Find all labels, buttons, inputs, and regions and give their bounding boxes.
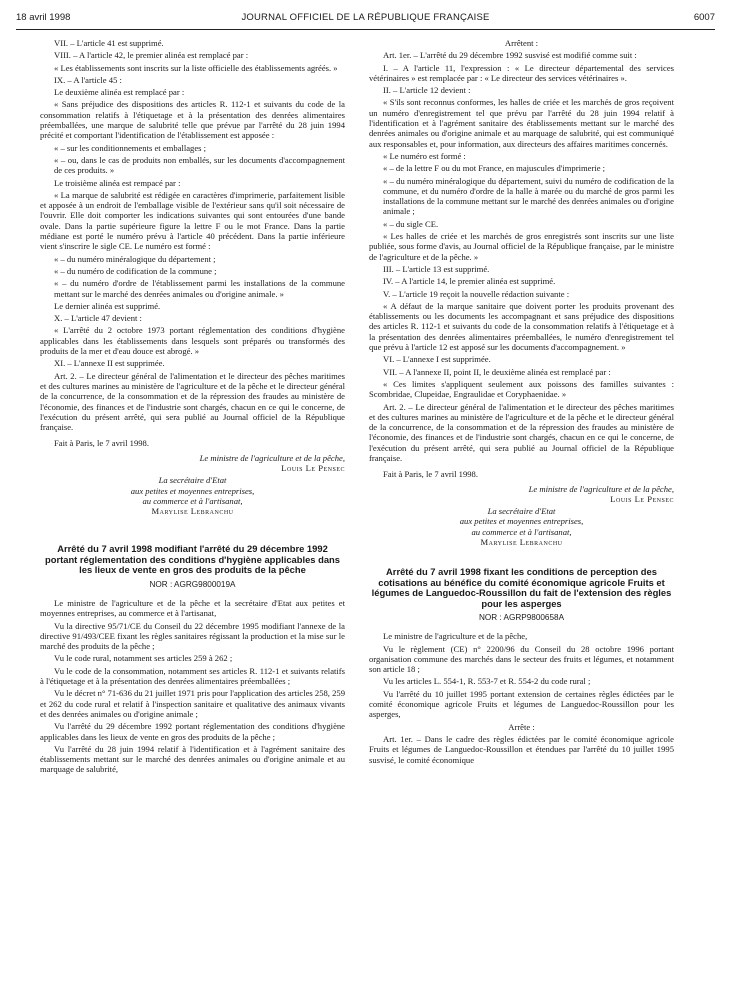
right-column bbox=[369, 38, 674, 767]
article-paragraph: Art. 1er. – Dans le cadre des règles édictées par le comité économique agricole Fruits et légumes de Languedoc-Roussillon et étendues par l'arrêté du 10 juillet 1995 susvisé, le comité économique bbox=[369, 733, 674, 765]
fait-a-paris: Fait à Paris, le 7 avril 1998. bbox=[54, 438, 149, 449]
paragraph: « Le numéro est formé : bbox=[383, 150, 466, 161]
signatory-title: Le ministre de l'agriculture et de la pêche, bbox=[528, 483, 674, 494]
paragraph: III. – L'article 13 est supprimé. bbox=[383, 263, 490, 274]
paragraph: I. – A l'article 11, l'expression : « Le directeur départemental des services vétérinaires » est remplacée par : « Le directeur des services vétérinaires ». bbox=[369, 62, 674, 83]
paragraph: « S'ils sont reconnus conformes, les halles de criée et les marchés de gros reçoivent un numéro d'enregistrement tel que prévu par l'arrêté du 28 juin 1994 relatif à l'identification et à l'agrément sanitaire des établissements mettant sur le marché des denrées animales ou d'origine animale et au marquage de salubrité, qui est communiqué aux responsables et, pour information, aux directeurs des affaires maritimes concernés. bbox=[369, 97, 674, 149]
header-rule bbox=[16, 29, 715, 30]
left-column bbox=[40, 38, 345, 777]
paragraph: VI. – L'annexe I est supprimée. bbox=[383, 354, 491, 365]
paragraph: « Les établissements sont inscrits sur la liste officielle des établissements agréés. » bbox=[54, 62, 338, 73]
dash-item: « – sur les conditionnements et emballages ; bbox=[54, 142, 207, 153]
paragraph: Vu le règlement (CE) n° 2200/96 du Conseil du 28 octobre 1996 portant organisation commune des marchés dans le secteur des fruits et légumes, et notamment son article 18 ; bbox=[369, 643, 674, 675]
paragraph: « Sans préjudice des dispositions des articles R. 112-1 et suivants du code de la consommation relatifs à l'étiquetage et à la présentation des denrées alimentaires préemballées, une marque de salubrité telle que prévue par l'arrêté du 28 juin 1994 précité et comportant l'identification de l'établissement est apposée : bbox=[40, 99, 345, 141]
paragraph: Vu le code de la consommation, notamment ses articles R. 112-1 et suivants relatifs à l'étiquetage et à la présentation des denrées alimentaires préemballées ; bbox=[40, 665, 345, 687]
dash-item: « – du numéro de codification de la commune ; bbox=[54, 265, 217, 276]
paragraph: « La marque de salubrité est rédigée en caractères d'imprimerie, parfaitement lisible et apposée à un endroit de l'emballage visible de l'extérieur sans qu'il soit nécessaire de l'ouvrir. Elle doit comporter les indications suivantes qui sont entourées d'une bande ovale. Dans la partie supérieure figure la lettre F ou le mot France. Dans la partie médiane est porté le numéro prévu à l'article 40 précédent. Dans la partie inférieure vient s'inscrire le sigle CE. Le numéro est formé : bbox=[40, 189, 345, 252]
paragraph: Vu les articles L. 554-1, R. 553-7 et R. 554-2 du code rural ; bbox=[383, 676, 591, 687]
article-paragraph: Art. 1er. – L'arrêté du 29 décembre 1992 susvisé est modifié comme suit : bbox=[383, 50, 637, 61]
paragraph: Vu le décret n° 71-636 du 21 juillet 1971 pris pour l'application des articles 258, 259 et 262 du code rural et relatif à l'inspection sanitaire et qualitative des animaux vivants et des denrées animales ou d'origine animale ; bbox=[40, 688, 345, 719]
paragraph: IV. – A l'article 14, le premier alinéa est supprimé. bbox=[383, 276, 556, 287]
signatory-name: Louis Le Pensec bbox=[610, 493, 674, 504]
signatory-title: La secrétaire d'Etat bbox=[158, 475, 227, 486]
issue-date: 18 avril 1998 bbox=[16, 12, 71, 23]
signatory-title: au commerce et à l'artisanat, bbox=[471, 526, 572, 537]
page-number: 6007 bbox=[693, 12, 715, 23]
article-paragraph: Art. 2. – Le directeur général de l'alimentation et le directeur des pêches maritimes et des cultures marines au ministère de l'agriculture et de la pêche et le directeur général de la concurrence, de la consommation et de la répression des fraudes au ministère de l'économie, des finances et de l'industrie sont chargés, chacun en ce qui le concerne, de l'exécution du présent arrêté, qui sera publié au Journal officiel de la République française. bbox=[369, 401, 674, 463]
section-gap bbox=[369, 549, 674, 567]
fait-a-paris: Fait à Paris, le 7 avril 1998. bbox=[383, 469, 478, 480]
dash-item: « – de la lettre F ou du mot France, en majuscules d'imprimerie ; bbox=[383, 163, 606, 174]
paragraph: Vu l'arrêté du 29 décembre 1992 portant réglementation des conditions d'hygiène applicables dans les lieux de vente en gros des produits de la pêche ; bbox=[40, 721, 345, 742]
paragraph: « A défaut de la marque sanitaire que doivent porter les produits provenant des établissements ou les documents les accompagnant et sans préjudice des dispositions des articles R. 112-1 et suivants du code de la consommation relatifs à l'étiquetage et à la présentation des denrées alimentaires préemballées, le numéro d'enregistrement tel que prévu à l'article 12 est apposé sur les documents d'accompagnement. » bbox=[369, 300, 674, 353]
arretent: Arrêtent : bbox=[504, 38, 539, 48]
paragraph: VIII. – A l'article 42, le premier alinéa est remplacé par : bbox=[54, 50, 249, 61]
paragraph: II. – L'article 12 devient : bbox=[383, 85, 471, 96]
paragraph: Le deuxième alinéa est remplacé par : bbox=[54, 87, 185, 98]
paragraph: « Les halles de criée et les marchés de gros enregistrés sont inscrits sur une liste publiée, sous forme d'avis, au Journal officiel de la République française, par le ministre de l'agriculture et de la pêche. » bbox=[369, 231, 674, 262]
paragraph: « Ces limites s'appliquent seulement aux poissons des familles suivantes : Scombridae, Clupeidae, Engraulidae et Coryphaenidae. » bbox=[369, 378, 674, 400]
paragraph: XI. – L'annexe II est supprimée. bbox=[54, 358, 165, 369]
paragraph: Vu l'arrêté du 10 juillet 1995 portant extension de certaines règles édictées par le comité économique agricole Fruits et légumes de Languedoc-Roussillon pour les asperges, bbox=[369, 688, 674, 720]
nor-reference: NOR : AGRG9800019A bbox=[149, 579, 236, 589]
paragraph: Le ministre de l'agriculture et de la pêche et la secrétaire d'Etat aux petites et moyennes entreprises, au commerce et à l'artisanat, bbox=[40, 597, 345, 619]
paragraph: Vu le code rural, notamment ses articles 259 à 262 ; bbox=[54, 653, 233, 664]
dash-item: « – du numéro d'ordre de l'établissement parmi les installations de la commune mettant sur le marché des denrées animales ou d'origine animale. » bbox=[54, 278, 345, 299]
paragraph: V. – L'article 19 reçoit la nouvelle rédaction suivante : bbox=[383, 288, 570, 299]
section-gap bbox=[40, 518, 345, 544]
decree-title: Arrêté du 7 avril 1998 fixant les conditions de perception des cotisations au bénéfice du comité économique agricole Fruits et légumes de Languedoc-Roussillon du fait de l'extension des règles pour les asperges bbox=[371, 566, 672, 609]
paragraph: Vu la directive 95/71/CE du Conseil du 22 décembre 1995 modifiant l'annexe de la directive 91/493/CEE fixant les règles sanitaires régissant la production et la mise sur le marché des produits de la pêche ; bbox=[40, 620, 345, 652]
signatory-title: aux petites et moyennes entreprises, bbox=[459, 516, 584, 527]
paragraph: Vu l'arrêté du 28 juin 1994 relatif à l'identification et à l'agrément sanitaire des établissements mettant sur le marché des denrées animales ou d'origine animale et au marquage de salubrité, bbox=[40, 743, 345, 775]
paragraph: « L'arrêté du 2 octobre 1973 portant réglementation des conditions d'hygiène applicables dans les établissements dans lesquels sont préparés ou transformés des produits de la mer et d'eau douce est abrogé. » bbox=[40, 325, 345, 357]
paragraph: X. – L'article 47 devient : bbox=[54, 313, 142, 324]
paragraph: VII. – L'article 41 est supprimé. bbox=[54, 38, 164, 48]
nor-reference: NOR : AGRP9800658A bbox=[478, 612, 565, 622]
journal-title: JOURNAL OFFICIEL DE LA RÉPUBLIQUE FRANÇAISE bbox=[241, 12, 490, 23]
page-header bbox=[16, 12, 715, 26]
dash-item: « – du sigle CE. bbox=[383, 218, 439, 229]
dash-item: « – du numéro minéralogique du département ; bbox=[54, 253, 216, 264]
paragraph: Le troisième alinéa est rempacé par : bbox=[54, 177, 181, 188]
paragraph: Le dernier alinéa est supprimé. bbox=[54, 300, 161, 311]
signatory-title: La secrétaire d'Etat bbox=[487, 506, 556, 517]
signatory-name: Marylise Lebranchu bbox=[151, 506, 234, 517]
arrete: Arrête : bbox=[508, 721, 535, 732]
decree-title: Arrêté du 7 avril 1998 modifiant l'arrêté du 29 décembre 1992 portant réglementation des conditions d'hygiène applicables dans les lieux de vente en gros des produits de la pêche bbox=[45, 543, 340, 576]
paragraph: Le ministre de l'agriculture et de la pêche, bbox=[383, 631, 528, 642]
paragraph: VII. – A l'annexe II, point II, le deuxième alinéa est remplacé par : bbox=[383, 366, 611, 377]
signatory-title: Le ministre de l'agriculture et de la pêche, bbox=[199, 452, 345, 463]
paragraph: IX. – A l'article 45 : bbox=[54, 74, 122, 85]
article-paragraph: Art. 2. – Le directeur général de l'alimentation et le directeur des pêches maritimes et des cultures marines au ministère de l'agriculture et de la pêche et le directeur général de la concurrence, de la consommation et de la répression des fraudes au ministère de l'économie, des finances et de l'industrie sont chargés, chacun en ce qui le concerne, de l'exécution du présent arrêté, qui sera publié au Journal officiel de la République française. bbox=[40, 370, 345, 433]
signatory-name: Marylise Lebranchu bbox=[480, 537, 563, 548]
dash-item: « – du numéro minéralogique du département, suivi du numéro de codification de la commune, et du numéro d'ordre de la halle à marée ou du marché de gros parmi les installations de la commune mettant sur le marché des denrées animales ou d'origine animale ; bbox=[383, 175, 674, 217]
signatory-title: au commerce et à l'artisanat, bbox=[142, 495, 243, 506]
dash-item: « – ou, dans le cas de produits non emballés, sur les documents d'accompagnement de ces produits. » bbox=[54, 154, 345, 176]
signatory-name: Louis Le Pensec bbox=[281, 462, 345, 473]
signatory-title: aux petites et moyennes entreprises, bbox=[130, 485, 255, 496]
